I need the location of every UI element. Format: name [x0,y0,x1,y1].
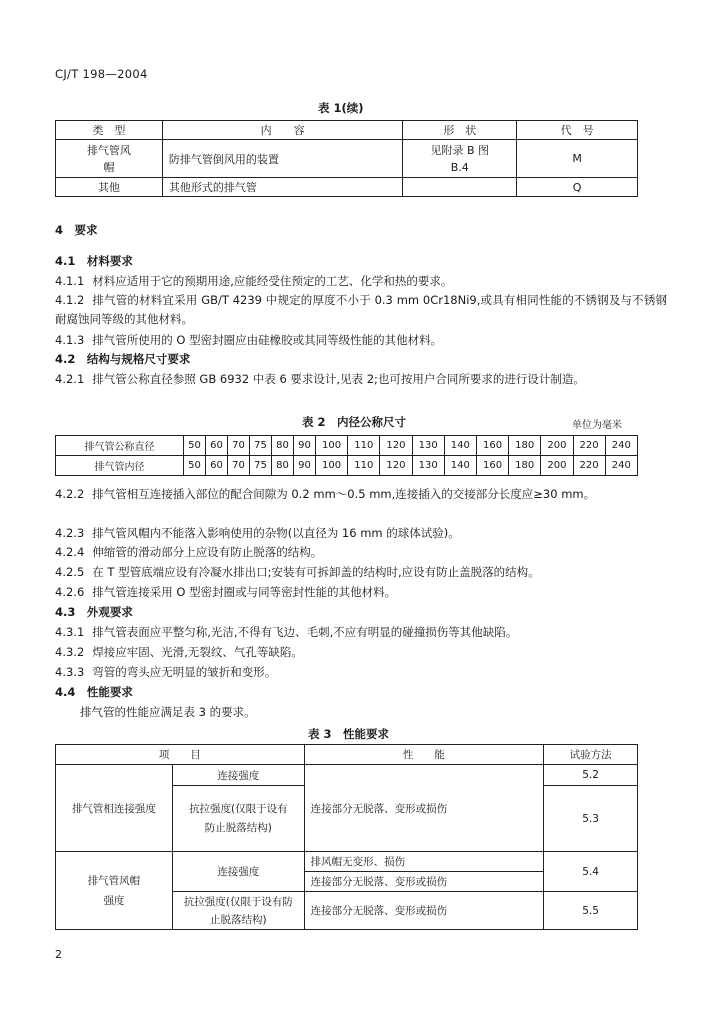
table2-unit: 单位为毫米 [572,420,622,431]
table-cell: 130 [412,436,444,456]
table-cell: 5.5 [544,892,638,930]
section-4-heading: 4 要求 [55,223,98,237]
clause-4-4-text: 排气管的性能应满足表 3 的要求。 [80,705,256,719]
clause-4-1-1: 4.1.1 材料应适用于它的预期用途,应能经受住预定的工艺、化学和热的要求。 [55,274,453,288]
table-cell: 连接强度 [172,852,304,892]
table-cell: 60 [206,456,228,476]
table-cell: 220 [573,436,605,456]
clause-4-2-6: 4.2.6 排气管连接采用 O 型密封圈或与同等密封性能的其他材料。 [55,585,397,599]
section-4-2-heading: 4.2 结构与规格尺寸要求 [55,352,191,366]
table-cell: 连接强度 [172,765,304,786]
clause-4-3-1: 4.3.1 排气管表面应平整匀称,光洁,不得有飞边、毛刺,不应有明显的碰撞损伤等其他缺陷。 [55,625,518,639]
section-4-3-heading: 4.3 外观要求 [55,605,133,619]
section-4-4-heading: 4.4 性能要求 [55,685,133,699]
table-cell: 防排气管倒风用的装置 [162,140,402,178]
table1-header-code: 代 号 [517,121,638,140]
table-cell: 50 [184,436,206,456]
table-cell: 5.2 [544,765,638,786]
table-cell: 100 [316,436,348,456]
clause-4-2-2: 4.2.2 排气管相互连接插入部位的配合间隙为 0.2 mm～0.5 mm,连接插入的交接部分长度应≥30 mm。 [55,487,596,501]
table1 [55,120,638,197]
table1-header-shape: 形 状 [403,121,517,140]
standard-code-header: CJ/T 198—2004 [55,67,148,81]
table-cell: 5.3 [544,786,638,852]
table3 [55,744,638,930]
clause-4-2-3: 4.2.3 排气管风帽内不能落入影响使用的杂物(以直径为 16 mm 的球体试验)。 [55,526,460,540]
section-4-1-heading: 4.1 材料要求 [55,254,133,268]
table2-row-label: 排气管内径 [56,456,184,476]
table-cell: 90 [294,436,316,456]
table-cell: 75 [250,456,272,476]
table-cell: 80 [272,436,294,456]
clause-4-3-2: 4.3.2 焊接应牢固、光滑,无裂纹、气孔等缺陷。 [55,645,303,659]
table-cell: 240 [605,436,637,456]
table-cell: 5.4 [544,852,638,892]
table2 [55,435,638,476]
table-cell: 70 [228,436,250,456]
table-cell: 130 [412,456,444,476]
table-cell: 连接部分无脱落、变形或损伤 [304,765,544,852]
table-cell: 110 [348,436,380,456]
table-cell: 排气管风帽 [56,140,163,178]
table-cell: 80 [272,456,294,476]
table-cell: 220 [573,456,605,476]
table-cell: 240 [605,456,637,476]
clause-4-2-4: 4.2.4 伸缩管的滑动部分上应设有防止脱落的结构。 [55,545,323,559]
table-cell: 110 [348,456,380,476]
table-cell: 140 [444,436,476,456]
table-cell: 90 [294,456,316,476]
table3-group-connection: 排气管相连接强度 [56,765,173,852]
page-number: 2 [55,948,62,961]
table-cell: 连接部分无脱落、变形或损伤 [304,872,544,892]
table-cell: 200 [541,456,573,476]
table2-title: 表 2 内径公称尺寸 [302,415,407,429]
table-cell: 抗拉强度(仅限于设有防止脱落结构) [172,892,304,930]
table-cell: M [517,140,638,178]
table-cell: 120 [380,456,412,476]
table-cell: 120 [380,436,412,456]
table3-header-item: 项 目 [56,745,305,765]
table-cell: Q [517,178,638,197]
table3-group-cap: 排气管风帽强度 [56,852,173,930]
table1-header-content: 内 容 [162,121,402,140]
table3-title: 表 3 性能要求 [308,727,390,741]
table-cell: 连接部分无脱落、变形或损伤 [304,892,544,930]
table-cell: 60 [206,436,228,456]
clause-4-3-3: 4.3.3 弯管的弯头应无明显的皱折和变形。 [55,665,277,679]
table3-header-method: 试验方法 [544,745,638,765]
table-cell: 70 [228,456,250,476]
table-cell: 50 [184,456,206,476]
table-cell: 其他形式的排气管 [162,178,402,197]
table1-title: 表 1(续) [318,101,364,115]
table-cell: 抗拉强度(仅限于设有防止脱落结构) [172,786,304,852]
clause-4-1-3: 4.1.3 排气管所使用的 O 型密封圈应由硅橡胶或其同等级性能的其他材料。 [55,333,443,347]
table2-row-label: 排气管公称直径 [56,436,184,456]
table-cell: 200 [541,436,573,456]
table-cell: 见附录 B 图 B.4 [403,140,517,178]
table-cell: 75 [250,436,272,456]
clause-4-2-1: 4.2.1 排气管公称直径参照 GB 6932 中表 6 要求设计,见表 2;也可按用户合同所要求的进行设计制造。 [55,372,585,386]
table-cell: 160 [476,436,508,456]
table-cell: 排风帽无变形、损伤 [304,852,544,872]
table-cell: 100 [316,456,348,476]
table-cell: 其他 [56,178,163,197]
table-cell: 180 [509,456,541,476]
table-cell [403,178,517,197]
table-cell: 160 [476,456,508,476]
table-cell: 140 [444,456,476,476]
clause-4-2-5: 4.2.5 在 T 型管底端应设有冷凝水排出口;安装有可拆卸盖的结构时,应设有防止盖脱落的结构。 [55,565,540,579]
clause-4-1-2: 4.1.2 排气管的材料宜采用 GB/T 4239 中规定的厚度不小于 0.3 mm 0Cr18Ni9,或具有相同性能的不锈钢及与不锈钢耐腐蚀同等级的其他材料。 [55,293,667,326]
table-cell: 180 [509,436,541,456]
table1-header-type: 类 型 [56,121,163,140]
table3-header-performance: 性 能 [304,745,544,765]
